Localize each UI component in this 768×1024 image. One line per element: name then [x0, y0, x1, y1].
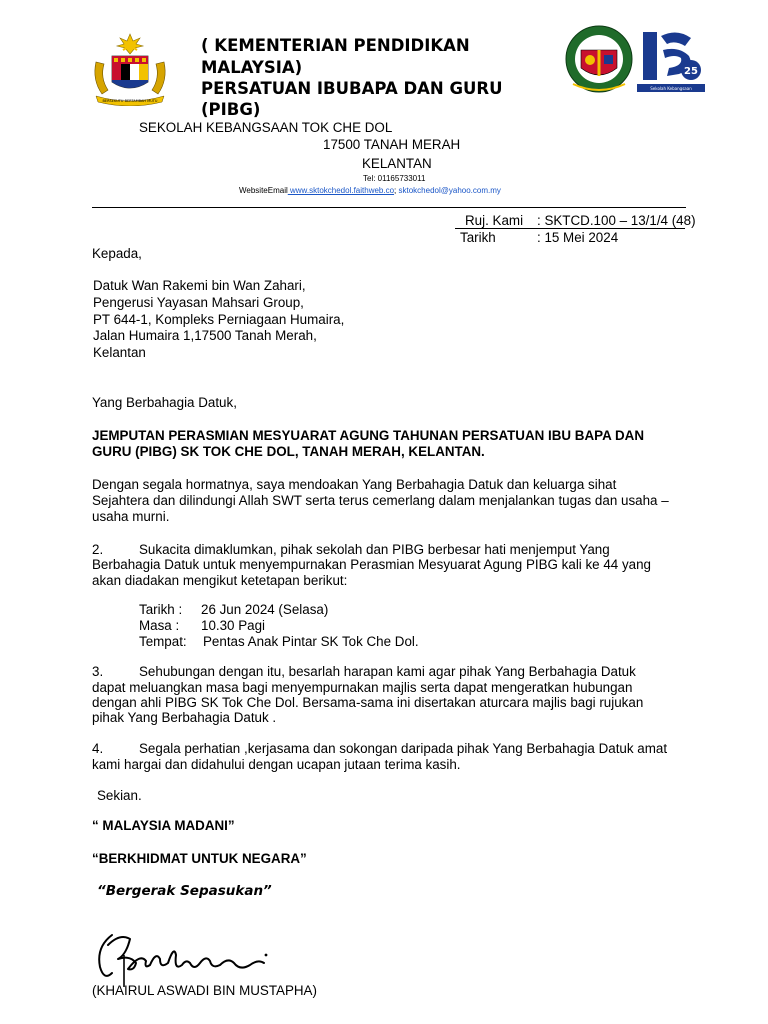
para3-line: dapat meluangkan masa bagi menyempurnakan majlis serta dapat mengeratkan hubungan	[92, 680, 633, 695]
para3-line: pihak Yang Berbahagia Datuk .	[92, 710, 277, 725]
letterhead-line-3: PERSATUAN IBUBAPA DAN GURU	[201, 79, 503, 98]
svg-text:BERSEKUTU BERTAMBAH MUTU: BERSEKUTU BERTAMBAH MUTU	[102, 99, 158, 103]
subject-line: JEMPUTAN PERASMIAN MESYUARAT AGUNG TAHUNAN PERSATUAN IBU BAPA DAN	[92, 428, 644, 443]
letterhead-line-2: MALAYSIA)	[201, 58, 303, 77]
detail-label: Masa :	[139, 618, 180, 633]
para3-number: 3.	[92, 664, 104, 679]
detail-value: 10.30 Pagi	[201, 618, 266, 633]
date-label: Tarikh	[460, 230, 496, 245]
school-state: KELANTAN	[362, 156, 432, 171]
school-tel: Tel: 01165733011	[363, 174, 426, 183]
para4-number: 4.	[92, 741, 104, 756]
addressee-line: PT 644-1, Kompleks Perniagaan Humaira,	[93, 312, 345, 327]
malaysia-crest-logo	[90, 32, 170, 106]
para3-line: dengan ahli PIBG SK Tok Che Dol. Bersama-sama ini disertakan aturcara majlis bagi rujukan	[92, 695, 644, 710]
svg-text:25: 25	[684, 66, 698, 77]
web-separator: ;	[394, 186, 397, 195]
closing-sekian: Sekian.	[97, 788, 142, 803]
letterhead-line-1: ( KEMENTERIAN PENDIDIKAN	[201, 36, 470, 55]
letterhead-line-4: (PIBG)	[201, 100, 261, 119]
header-divider	[92, 207, 686, 208]
school-web-line	[239, 185, 501, 196]
para1-line: Sejahtera dan dilindungi Allah SWT serta terus cemerlang dalam menjalankan tugas dan usaha –	[92, 493, 669, 508]
addressee-line: Pengerusi Yayasan Mahsari Group,	[93, 295, 304, 310]
salutation: Yang Berbahagia Datuk,	[92, 395, 237, 410]
detail-label: Tempat:	[139, 634, 187, 649]
svg-text:Sekolah Kebangsaan: Sekolah Kebangsaan	[650, 86, 692, 91]
website-link[interactable]: www.sktokchedol.faithweb.co	[287, 186, 395, 195]
web-label: WebsiteEmail	[239, 186, 288, 195]
school-name: SEKOLAH KEBANGSAAN TOK CHE DOL	[139, 120, 393, 135]
email-link[interactable]: sktokchedol@yahoo.com.my	[396, 186, 501, 195]
detail-value: 26 Jun 2024 (Selasa)	[201, 602, 329, 617]
signer-name: (KHAIRUL ASWADI BIN MUSTAPHA)	[92, 983, 317, 998]
addressee-line: Datuk Wan Rakemi bin Wan Zahari,	[93, 278, 306, 293]
para1-line: usaha murni.	[92, 509, 170, 524]
subject-line: GURU (PIBG) SK TOK CHE DOL, TANAH MERAH, KELANTAN.	[92, 444, 485, 459]
date-value: : 15 Mei 2024	[537, 230, 619, 245]
kepada-label: Kepada,	[92, 246, 142, 261]
detail-label: Tarikh :	[139, 602, 183, 617]
para2-line: akan diadakan mengikut ketetapan berikut:	[92, 573, 348, 588]
motto-bergerak-sepasukan: “Bergerak Sepasukan”	[97, 883, 272, 899]
para2-number: 2.	[92, 542, 104, 557]
addressee-line: Jalan Humaira 1,17500 Tanah Merah,	[93, 328, 317, 343]
addressee-line: Kelantan	[93, 345, 146, 360]
para1-line: Dengan segala hormatnya, saya mendoakan Yang Berbahagia Datuk dan keluarga sihat	[92, 477, 617, 492]
ref-underline	[455, 228, 685, 229]
ref-value: : SKTCD.100 – 13/1/4 (48)	[537, 213, 696, 228]
para4-first-line: Segala perhatian ,kerjasama dan sokongan daripada pihak Yang Berbahagia Datuk amat	[139, 741, 668, 756]
school-crest-logo	[563, 24, 635, 94]
ref-label: Ruj. Kami	[465, 213, 524, 228]
anniversary-badge-logo	[637, 26, 705, 94]
motto-berkhidmat: “BERKHIDMAT UNTUK NEGARA”	[92, 851, 307, 866]
para2-line: Berbahagia Datuk untuk menyempurnakan Perasmian Mesyuarat Agung PIBG kali ke 44 yang	[92, 557, 652, 572]
para2-first-line: Sukacita dimaklumkan, pihak sekolah dan PIBG berbesar hati menjemput Yang	[139, 542, 610, 557]
motto-malaysia-madani: “ MALAYSIA MADANI”	[92, 818, 235, 833]
para4-line: kami hargai dan didahului dengan ucapan jutaan terima kasih.	[92, 757, 461, 772]
para3-first-line: Sehubungan dengan itu, besarlah harapan kami agar pihak Yang Berbahagia Datuk	[139, 664, 636, 679]
detail-value: Pentas Anak Pintar SK Tok Che Dol.	[203, 634, 419, 649]
school-postcode: 17500 TANAH MERAH	[323, 137, 461, 152]
